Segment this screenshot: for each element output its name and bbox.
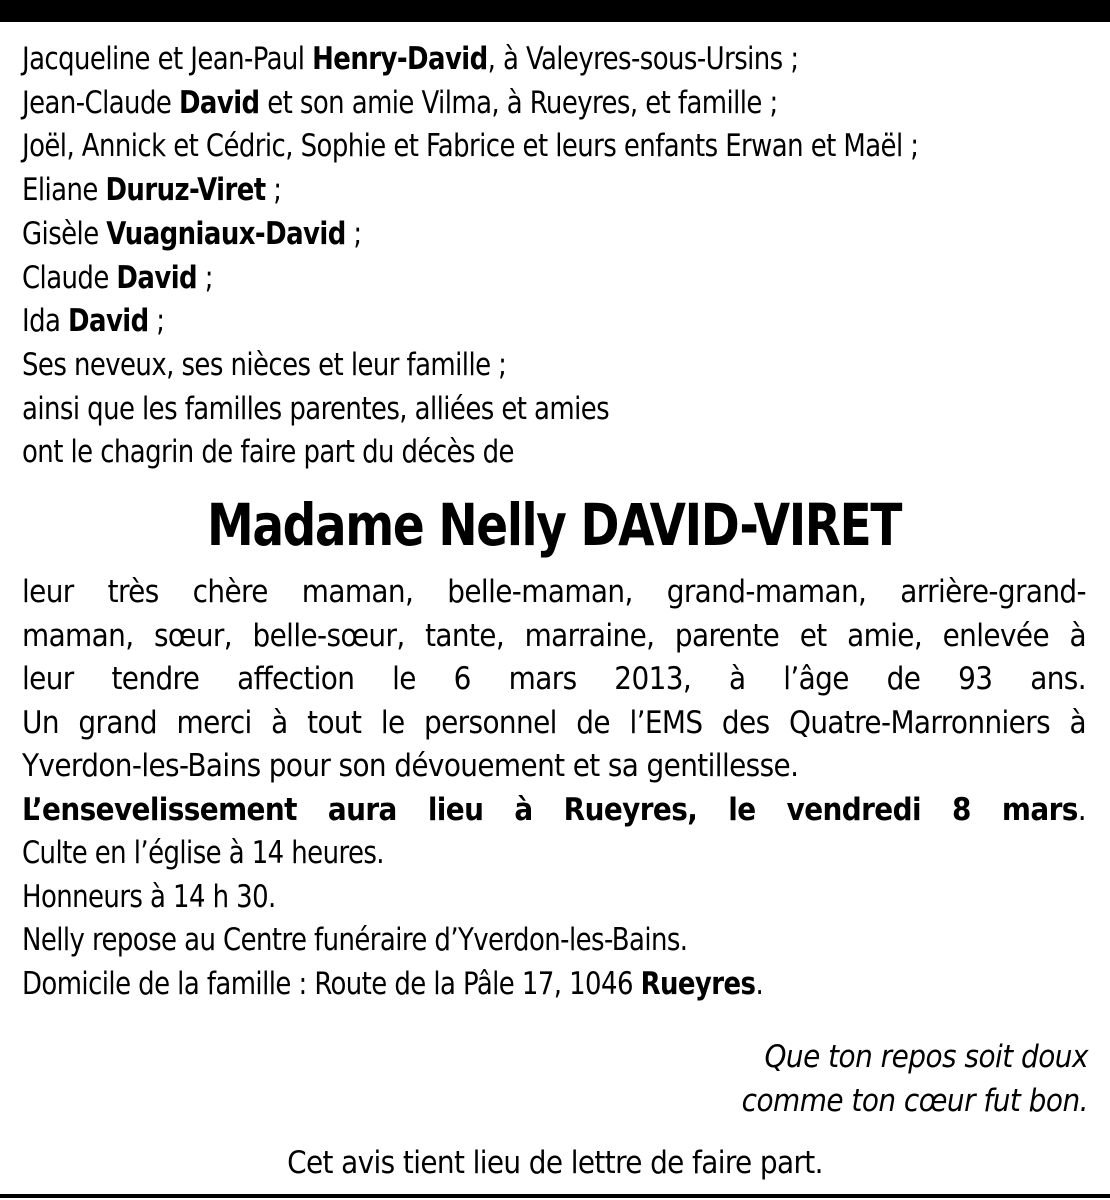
detail-text: . (755, 965, 764, 1002)
tribute-line: Un grand merci à tout le personnel de l’EMS des Quatre-Marronniers à (22, 704, 1086, 741)
family-text: ; (345, 215, 362, 252)
detail-text: Domicile de la famille : Route de la Pâle 17, 1046 (22, 965, 641, 1002)
family-text: Ses neveux, ses nièces et leur famille ; (22, 346, 507, 383)
family-line (22, 257, 1012, 301)
family-line (22, 344, 1012, 388)
family-text: Gisèle (22, 215, 107, 252)
family-line (22, 431, 1012, 475)
family-line (22, 169, 1012, 213)
family-line (22, 213, 1012, 257)
family-line (22, 38, 1012, 82)
family-surname: David (178, 84, 260, 121)
family-text: Ida (22, 303, 69, 340)
family-text: Claude (22, 259, 117, 296)
family-text: Joël, Annick et Cédric, Sophie et Fabrice et leurs enfants Erwan et Maël ; (22, 128, 919, 165)
closing-note: Cet avis tient lieu de lettre de faire part. (287, 1145, 823, 1181)
detail-text: Culte en l’église à 14 heures. (22, 835, 384, 872)
family-line (22, 125, 1012, 169)
family-line (22, 82, 1012, 126)
detail-line (22, 919, 1012, 963)
family-text: ont le chagrin de faire part du décès de (22, 434, 514, 471)
obituary-notice (22, 38, 1086, 1006)
family-text: ; (265, 172, 282, 209)
family-text: , à Valeyres-sous-Ursins ; (487, 41, 799, 77)
funeral-text: L’ensevelissement aura lieu à Rueyres, le vendredi 8 mars (22, 791, 1078, 828)
tribute-line: Yverdon-les-Bains pour son dévouement et sa gentillesse. (22, 748, 799, 785)
family-line (22, 388, 1012, 432)
top-rule (0, 0, 1110, 22)
tribute-line: maman, sœur, belle-sœur, tante, marraine, parente et amie, enlevée à (22, 617, 1086, 654)
family-surname: Duruz-Viret (105, 172, 266, 209)
family-line (22, 300, 1012, 344)
detail-bold: Rueyres (640, 965, 756, 1002)
family-text: ; (197, 259, 213, 296)
tribute-line: leur très chère maman, belle-maman, grand-maman, arrière-grand- (22, 574, 1086, 611)
funeral-punctuation: . (1077, 791, 1086, 828)
family-text: ; (148, 303, 165, 340)
quote-line: comme ton cœur fut bon. (741, 1082, 1088, 1119)
family-text: Eliane (22, 172, 106, 209)
family-surname: David (68, 303, 149, 340)
bottom-rule (0, 1194, 1110, 1198)
memorial-quote (742, 1036, 1088, 1123)
detail-line (22, 963, 1012, 1007)
family-surname: Henry-David (312, 41, 488, 77)
detail-line (22, 832, 1012, 876)
detail-line (22, 876, 1012, 920)
family-surname: Vuagniaux-David (106, 215, 346, 252)
family-text: Jean-Claude (22, 84, 179, 121)
detail-text: Nelly repose au Centre funéraire d’Yverdon-les-Bains. (22, 922, 688, 959)
family-text: Jacqueline et Jean-Paul (22, 41, 313, 77)
family-text: et son amie Vilma, à Rueyres, et famille ; (259, 84, 778, 121)
family-text: ainsi que les familles parentes, alliées et amies (22, 390, 610, 427)
tribute-line: leur tendre affection le 6 mars 2013, à l’âge de 93 ans. (22, 661, 1086, 698)
service-details (22, 832, 1086, 1006)
tribute-paragraph (22, 571, 1086, 789)
detail-text: Honneurs à 14 h 30. (22, 878, 276, 915)
family-surname: David (116, 259, 198, 296)
family-list (22, 38, 1086, 475)
funeral-announcement (22, 789, 1086, 833)
quote-line: Que ton repos soit doux (764, 1039, 1088, 1075)
deceased-name: Madame Nelly DAVID-VIRET (206, 491, 902, 560)
